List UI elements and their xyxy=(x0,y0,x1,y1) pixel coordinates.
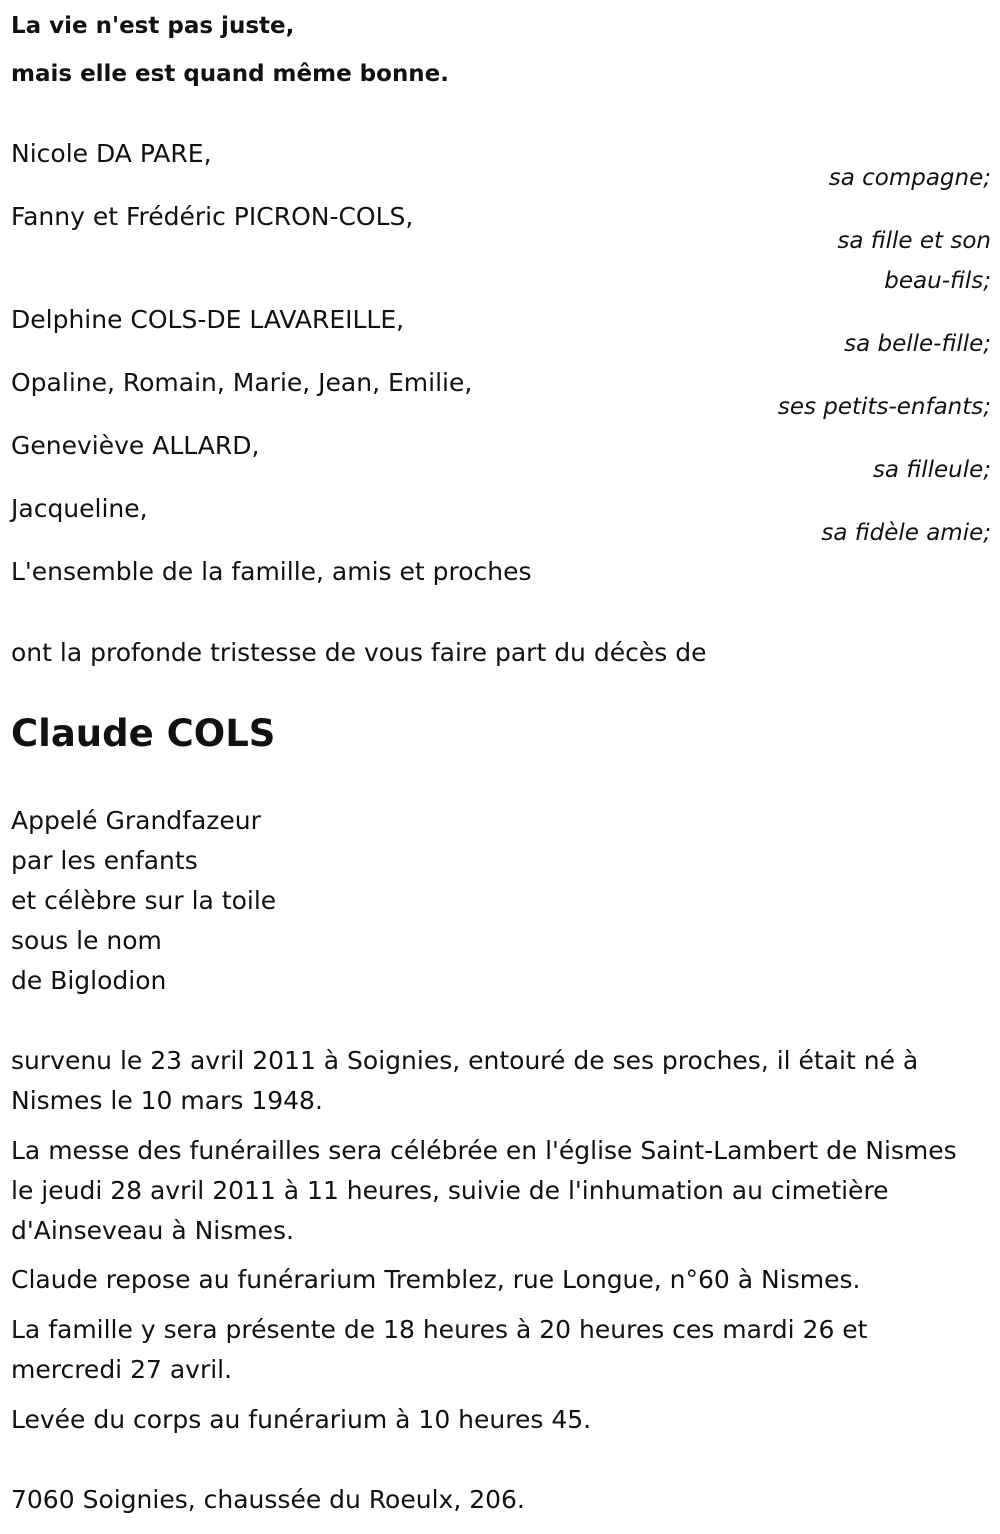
mourner-name: Jacqueline, xyxy=(11,494,148,523)
mourner-relation: sa belle-fille; xyxy=(844,331,991,357)
nickname-line: Appelé Grandfazeur xyxy=(11,806,261,835)
mourner-name: Fanny et Frédéric PICRON-COLS, xyxy=(11,202,414,231)
mourner-name: Opaline, Romain, Marie, Jean, Emilie, xyxy=(11,368,473,397)
deceased-name: Claude COLS xyxy=(11,712,276,755)
mourner-name: Geneviève ALLARD, xyxy=(11,431,260,460)
mourner-relation: sa filleule; xyxy=(872,457,991,483)
paragraph-departure: Levée du corps au funérarium à 10 heures 45. xyxy=(11,1405,592,1434)
paragraph-funeral-mass: La messe des funérailles sera célébrée en l'église Saint-Lambert de Nismes le jeudi 28 avril 2011 à 11 heures, suivie de l'inhumation au cimetière d'Ainseveau à Nismes. xyxy=(11,1136,957,1245)
mourner-relation: sa fidèle amie; xyxy=(821,520,991,546)
nickname-line: et célèbre sur la toile xyxy=(11,886,277,915)
quote-line-1: La vie n'est pas juste, xyxy=(11,13,295,39)
mourner-name: Nicole DA PARE, xyxy=(11,139,212,168)
mourner-relation-line: beau-fils; xyxy=(884,268,991,294)
paragraph-visiting-hours: La famille y sera présente de 18 heures à 20 heures ces mardi 26 et mercredi 27 avril. xyxy=(11,1315,868,1384)
paragraph-death-date: survenu le 23 avril 2011 à Soignies, entouré de ses proches, il était né à Nismes le 10 mars 1948. xyxy=(11,1046,919,1115)
mourner-name: Delphine COLS-DE LAVAREILLE, xyxy=(11,305,405,334)
nickname-line: par les enfants xyxy=(11,846,198,875)
address: 7060 Soignies, chaussée du Roeulx, 206. xyxy=(11,1485,525,1514)
mourner-relation xyxy=(837,221,991,301)
mourner-relation-line: sa fille et son xyxy=(837,228,991,254)
mourner-relation: sa compagne; xyxy=(828,165,991,191)
mourner-name: L'ensemble de la famille, amis et proches xyxy=(11,557,532,586)
nickname-line: de Biglodion xyxy=(11,966,167,995)
nickname-line: sous le nom xyxy=(11,926,162,955)
paragraph-funeral-home: Claude repose au funérarium Tremblez, rue Longue, n°60 à Nismes. xyxy=(11,1265,861,1294)
nickname-block xyxy=(11,801,276,1001)
announcement-text: ont la profonde tristesse de vous faire part du décès de xyxy=(11,638,707,667)
mourner-relation: ses petits-enfants; xyxy=(777,394,991,420)
quote-line-2: mais elle est quand même bonne. xyxy=(11,61,450,87)
